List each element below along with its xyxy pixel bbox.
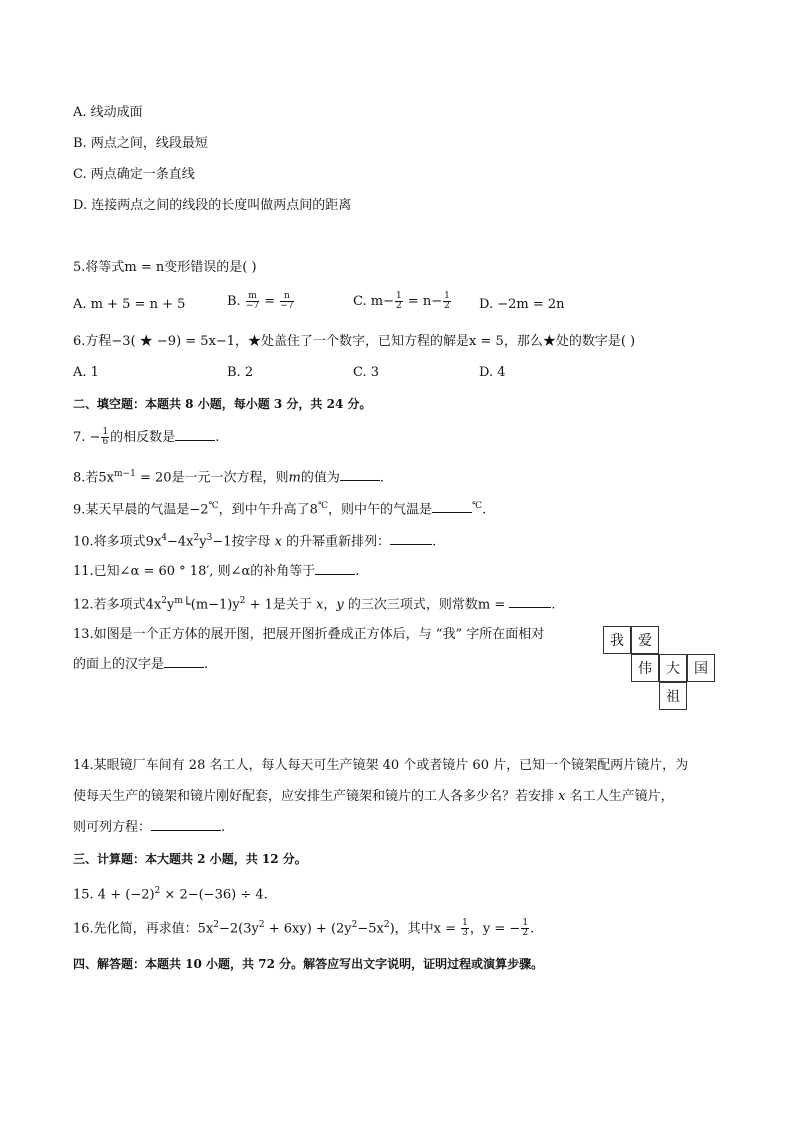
cube-face-wo: 我 — [603, 626, 631, 654]
q7: 7. − $\frac{1}{6}$ 的相反数是 . — [73, 427, 220, 447]
q12: 12.若多项式$4x^2y^m└(m-1)y^2 + 1$是关于 x，y 的三次三项式，则常数m = . — [73, 596, 556, 613]
fraction: $\frac{1}{2}$ — [522, 918, 529, 939]
q5-stem: 5.将等式m = n变形错误的是( ) — [73, 260, 257, 275]
fraction: $\frac{1}{6}$ — [102, 427, 109, 447]
q6-option-b: B. 2 — [227, 365, 254, 380]
section-3-heading: 三、计算题：本大题共 2 小题，共 12 分。 — [73, 852, 307, 866]
q5-option-c: C. m− $\frac{1}{2}$ = n− $\frac{1}{2}$ — [353, 291, 450, 311]
q16: 16.先化简，再求值：$5x^2-2(3y^2 + 6xy) + (2y^2-5x^2)$，其中x = $\frac{1}{3}$ ，y = − $\frac{1}{2}$ . — [73, 918, 535, 939]
q5-option-b: B. $\frac{m}{-7}$ = $\frac{n}{-7}$ — [227, 291, 294, 311]
answer-blank — [340, 468, 380, 481]
q6-option-a: A. 1 — [73, 365, 99, 380]
cube-face-da: 大 — [659, 654, 687, 682]
q14-line-3: 则可列方程： . — [73, 820, 226, 835]
cube-face-zu: 祖 — [659, 682, 687, 710]
q14-line-2: 使每天生产的镜架和镜片刚好配套，应安排生产镜架和镜片的工人各多少名？若安排 x 名工人生产镜片， — [73, 789, 674, 804]
q5-option-a: A. m + 5 = n + 5 — [73, 297, 186, 312]
fraction: $\frac{1}{2}$ — [444, 291, 450, 311]
answer-blank — [175, 428, 215, 441]
q13-line-1: 13.如图是一个正方体的展开图，把展开图折叠成正方体后，与 “我” 字所在面相对 — [73, 627, 545, 642]
q10: 10.将多项式$9x^4-4x^2y^3-1$按字母 x 的升幂重新排列： . — [73, 533, 437, 550]
q11: 11.已知∠α = 60 ° 18′, 则∠α的补角等于 . — [73, 564, 360, 579]
cube-face-ai: 爱 — [631, 626, 659, 654]
q6-option-d: D. 4 — [479, 365, 506, 380]
q4-option-a: A. 线动成面 — [73, 105, 143, 120]
answer-blank — [509, 595, 551, 608]
q13-line-2: 的面上的汉字是 . — [73, 657, 209, 672]
q14-line-1: 14.某眼镜厂车间有 28 名工人，每人每天可生产镜架 40 个或者镜片 60 片，已知一个镜架配两片镜片，为 — [73, 758, 689, 773]
q4-option-c: C. 两点确定一条直线 — [73, 167, 195, 182]
answer-blank — [432, 500, 472, 513]
fraction: $\frac{1}{2}$ — [395, 291, 402, 311]
q6-stem: 6.方程−3( ★ −9) = 5x−1，★处盖住了一个数字，已知方程的解是x = 5，那么★处的数字是( ) — [73, 334, 636, 349]
q5-option-d: D. −2m = 2n — [479, 297, 565, 312]
q4-option-d: D. 连接两点之间的线段的长度叫做两点间的距离 — [73, 198, 352, 213]
q15: 15. $4 + (-2)^2 \times 2-(-36) \div 4$. — [73, 886, 268, 903]
q6-option-c: C. 3 — [353, 365, 380, 380]
section-4-heading: 四、解答题：本题共 10 小题，共 72 分。解答应写出文字说明，证明过程或演算步骤。 — [73, 957, 544, 971]
fraction: $\frac{1}{3}$ — [462, 918, 468, 939]
answer-blank — [390, 532, 432, 545]
cube-face-guo: 国 — [687, 654, 715, 682]
section-2-heading: 二、填空题：本题共 8 小题，每小题 3 分，共 24 分。 — [73, 397, 372, 411]
q4-option-b: B. 两点之间，线段最短 — [73, 136, 208, 151]
cube-face-wei: 伟 — [631, 654, 659, 682]
answer-blank — [151, 818, 221, 831]
answer-blank — [315, 562, 355, 575]
fraction: $\frac{m}{-7}$ — [245, 291, 260, 311]
answer-blank — [164, 655, 204, 668]
q8: 8.若$5x^{m-1} = 20$是一元一次方程，则m的值为 . — [73, 469, 385, 486]
fraction: $\frac{n}{-7}$ — [280, 291, 294, 311]
q9: 9.某天早晨的气温是−2℃，到中午升高了8℃，则中午的气温是 ℃. — [73, 501, 487, 518]
